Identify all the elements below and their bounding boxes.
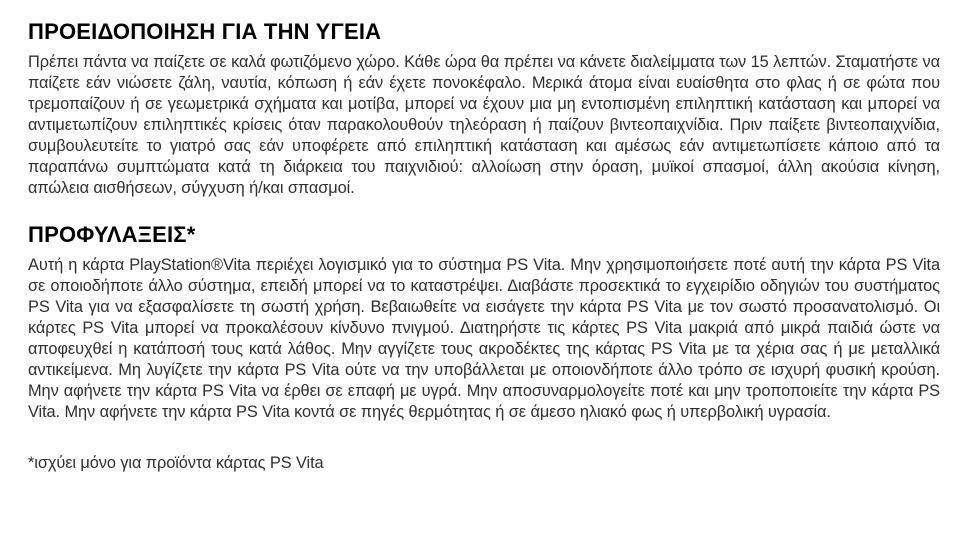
footnote: *ισχύει μόνο για προϊόντα κάρτας PS Vita xyxy=(28,454,324,473)
health-warning-body: Πρέπει πάντα να παίζετε σε καλά φωτιζόμενο χώρο. Κάθε ώρα θα πρέπει να κάνετε διαλείμματα των 15 λεπτών. Σταματήστε να παίζετε εάν νιώσετε ζάλη, ναυτία, κόπωση ή εάν έχετε πονοκέφαλο. Μερικά άτομα είναι ευαίσθητα στο φλας ή σε φώτα που τρεμοπαίζουν ή σε γεωμετρικά σχήματα και μοτίβα, μπορεί να έχουν μια μη εντοπισμένη επιληπτική κατάσταση και μπορεί να αντιμετωπίζουν επιληπτικές κρίσεις όταν παρακολουθούν τηλεόραση ή παίζουν βιντεοπαιχνίδια. Πριν παίξετε βιντεοπαιχνίδια, συμβουλευτείτε το γιατρό σας εάν υποφέρετε από επιληπτική κατάσταση και αμέσως εάν αντιμετωπίσετε κάποιο από τα παραπάνω συμπτώματα κατά τη διάρκεια του παιχνιδιού: αλλοίωση στην όραση, μυϊκοί σπασμοί, άλλη ακούσια κίνηση, απώλεια αισθήσεων, σύγχυση ή/και σπασμοί. xyxy=(28,53,940,198)
precautions-body: Αυτή η κάρτα PlayStation®Vita περιέχει λογισμικό για το σύστημα PS Vita. Μην χρησιμοποιήσετε ποτέ αυτή την κάρτα PS Vita σε οποιοδήποτε άλλο σύστημα, επειδή μπορεί να το καταστρέψει. Διαβάστε προσεκτικά το εγχειρίδιο οδηγιών του συστήματος PS Vita για να εξασφαλίσετε τη σωστή χρήση. Βεβαιωθείτε να εισάγετε την κάρτα PS Vita με τον σωστό προσανατολισμό. Οι κάρτες PS Vita μπορεί να προκαλέσουν κίνδυνο πνιγμού. Διατηρήστε τις κάρτες PS Vita μακριά από μικρά παιδιά ώστε να αποφευχθεί η κατάποσή τους κατά λάθος. Μην αγγίζετε τους ακροδέκτες της κάρτας PS Vita με τα χέρια σας ή με μεταλλικά αντικείμενα. Μη λυγίζετε την κάρτα PS Vita ούτε να την υποβάλλεται με οποιονδήποτε άλλο τρόπο σε ισχυρή φυσική κρούση. Μην αφήνετε την κάρτα PS Vita να έρθει σε επαφή με υγρά. Μην αποσυναρμολογείτε ποτέ και μην τροποποιείτε την κάρτα PS Vita. Μην αφήνετε την κάρτα PS Vita κοντά σε πηγές θερμότητας ή σε άμεσο ηλιακό φως ή υπερβολική υγρασία. xyxy=(28,256,940,422)
precautions-heading: ΠΡΟΦΥΛΑΞΕΙΣ* xyxy=(28,222,196,248)
section-precautions xyxy=(28,223,940,423)
health-warning-heading: ΠΡΟΕΙΔΟΠΟΙΗΣΗ ΓΙΑ ΤΗΝ ΥΓΕΙΑ xyxy=(28,19,382,44)
section-health-warning xyxy=(28,20,940,199)
